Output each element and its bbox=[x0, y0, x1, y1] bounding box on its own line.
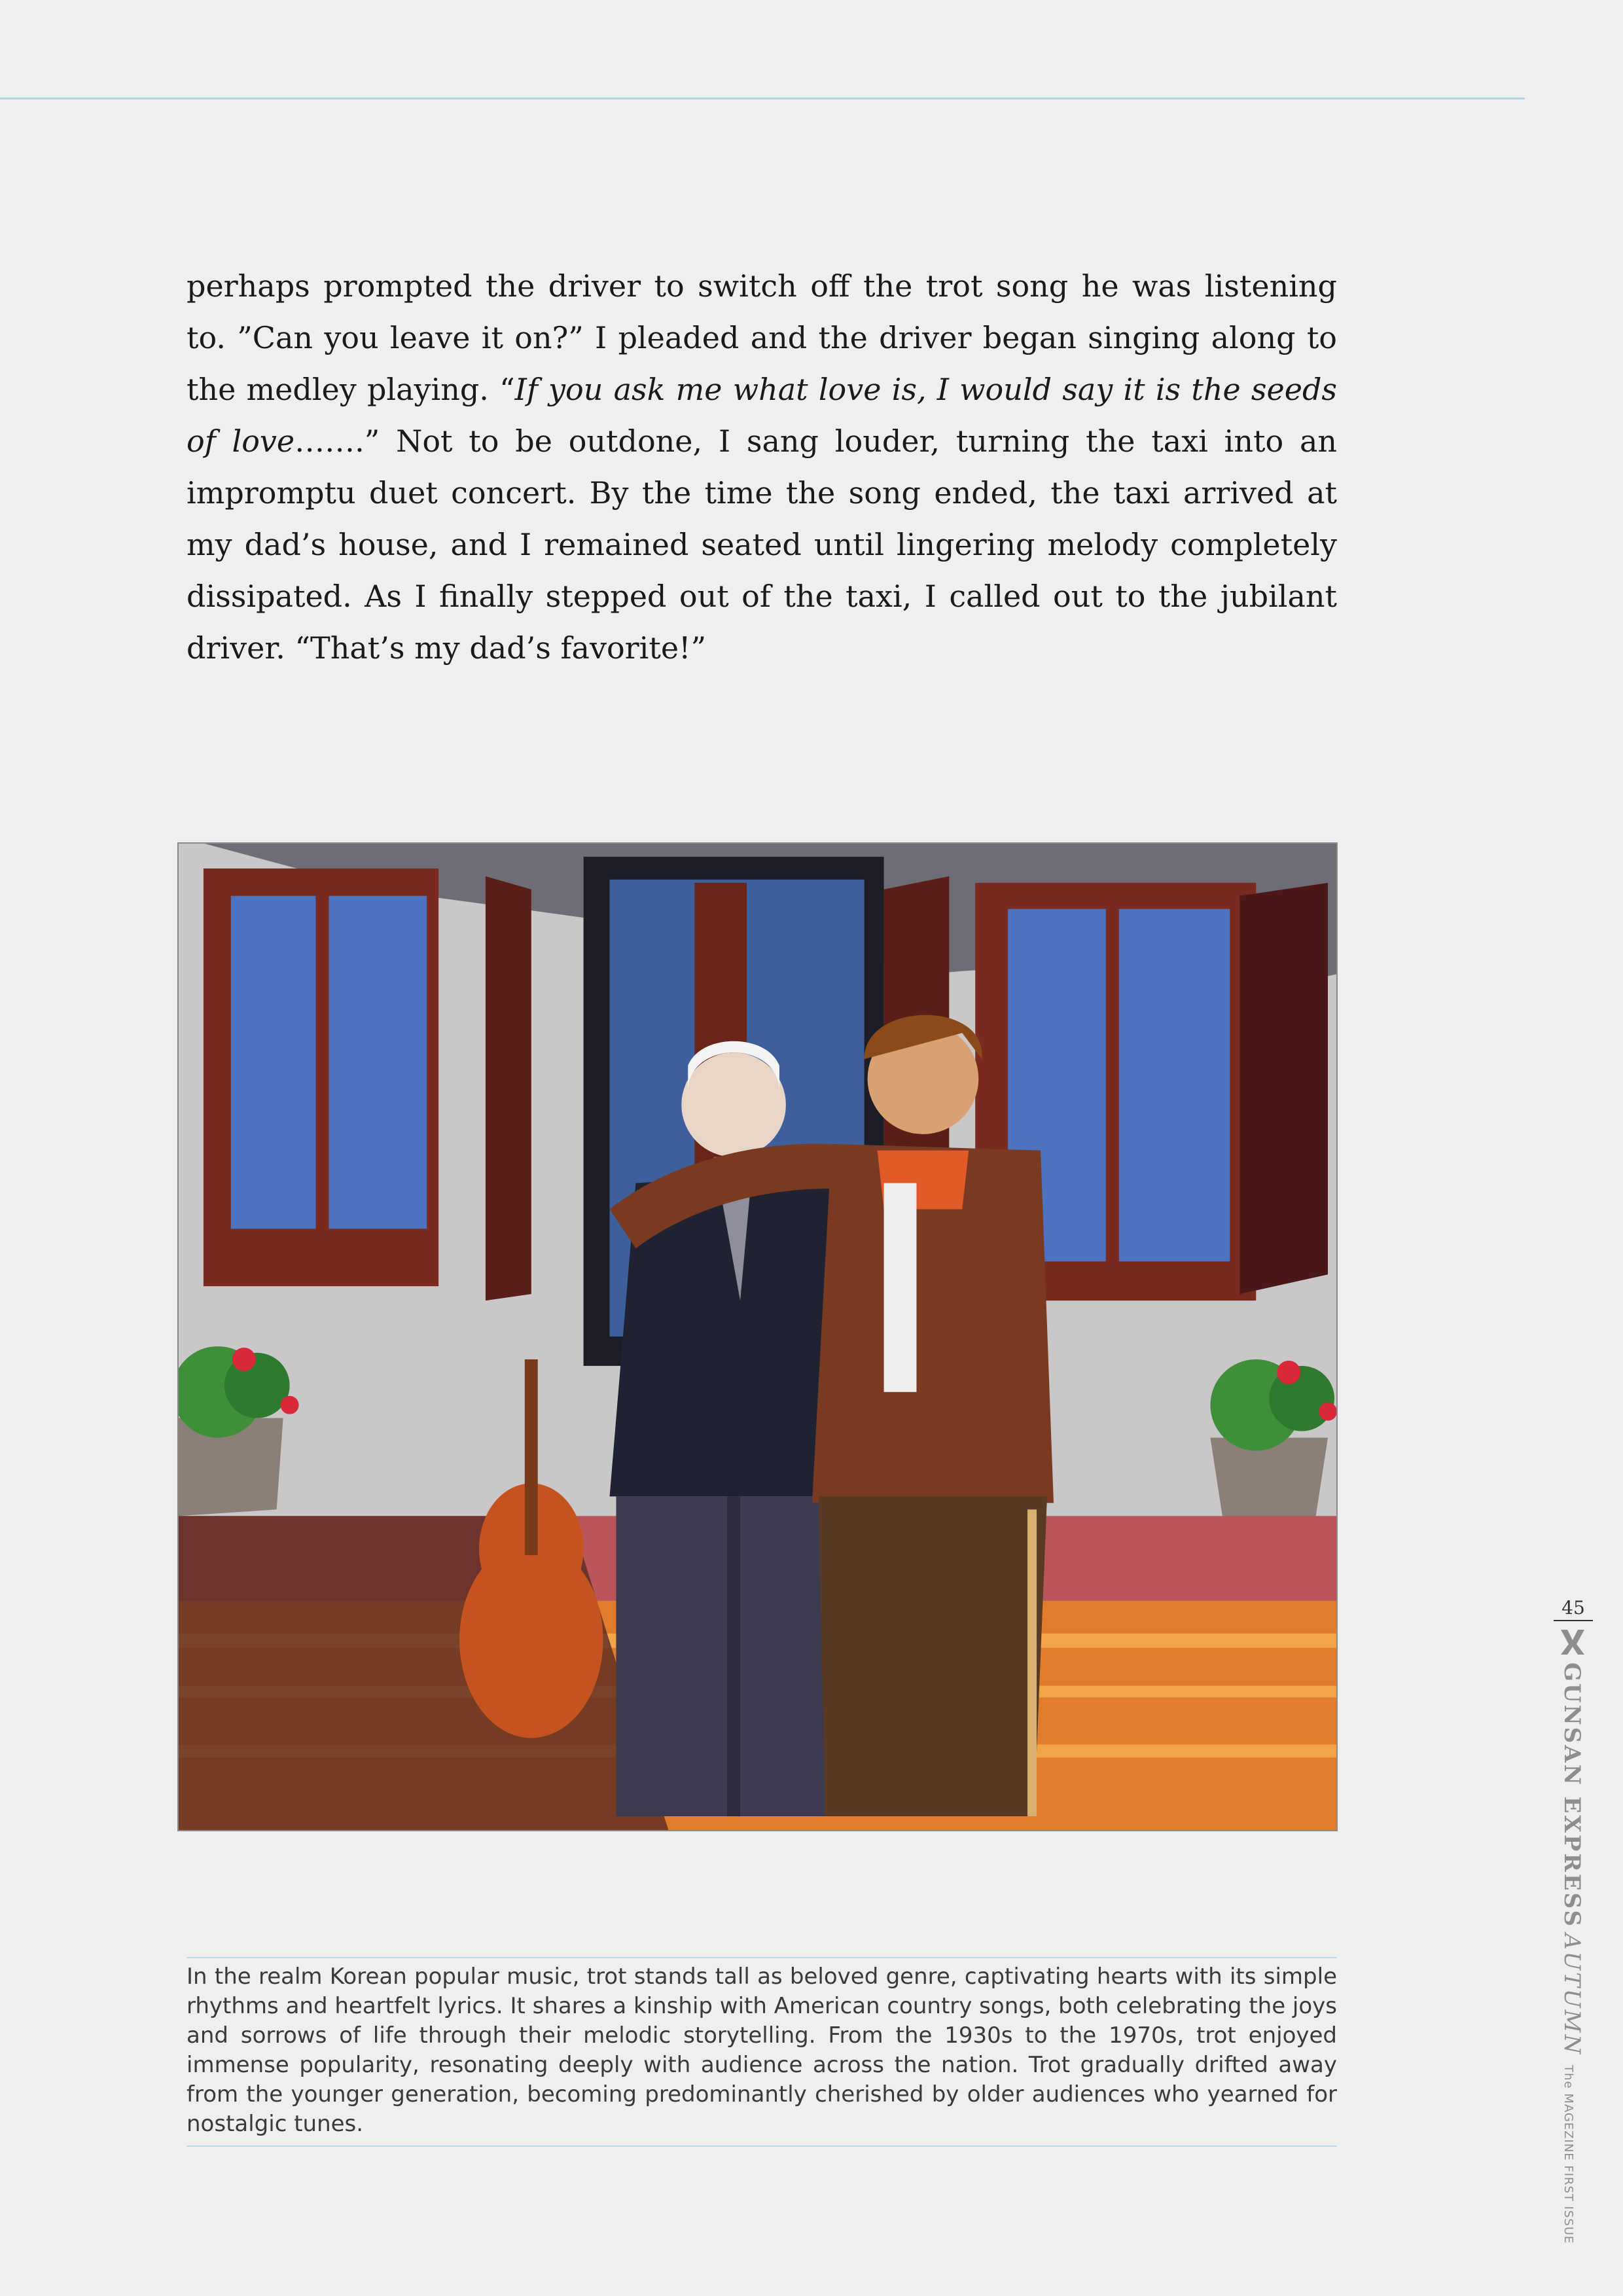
illustration-father-and-son bbox=[177, 842, 1338, 1831]
top-rule bbox=[0, 98, 1525, 99]
song-lyric-quote: If you ask me what love is, I would say it is the seeds of love bbox=[187, 372, 1337, 459]
article-text-part1: perhaps prompted the driver to switch off the trot song he was listening to. ”Can you leave it on?” I pleaded and the driver began singing along to the medley playing. “ bbox=[187, 268, 1337, 407]
article-text-part2: …….” Not to be outdone, I sang louder, turning the taxi into an impromptu duet concert. By the time the song ended, the taxi arrived at my dad’s house, and I remained seated until lingering melody completely dissipated. As I finally stepped out of the taxi, I called out to the jubilant driver. “That’s my dad’s favorite!” bbox=[187, 423, 1337, 666]
side-column bbox=[1554, 1597, 1593, 2244]
image-caption: In the realm Korean popular music, trot stands tall as beloved genre, captivating hearts with its simple rhythms and heartfelt lyrics. It shares a kinship with American country songs, both celebrating the joys and sorrows of life through their melodic storytelling. From the 1930s to the 1970s, trot enjoyed immense popularity, resonating deeply with audience across the nation. Trot gradually drifted away from the younger generation, becoming predominantly cherished by older audiences who yearned for nostalgic tunes. bbox=[187, 1957, 1337, 2147]
side-masthead bbox=[1559, 1662, 1585, 2244]
gunsan-express-logo-icon bbox=[1560, 1627, 1586, 1656]
issue-label: The MAGEZINE FIRST ISSUE bbox=[1561, 2065, 1575, 2244]
season-label: AUTUMN bbox=[1559, 1933, 1585, 2056]
page-number: 45 bbox=[1554, 1597, 1593, 1621]
illustration-scene bbox=[179, 844, 1336, 1830]
article-paragraph bbox=[187, 260, 1337, 674]
brand-name: GUNSAN EXPRESS bbox=[1559, 1662, 1585, 1929]
